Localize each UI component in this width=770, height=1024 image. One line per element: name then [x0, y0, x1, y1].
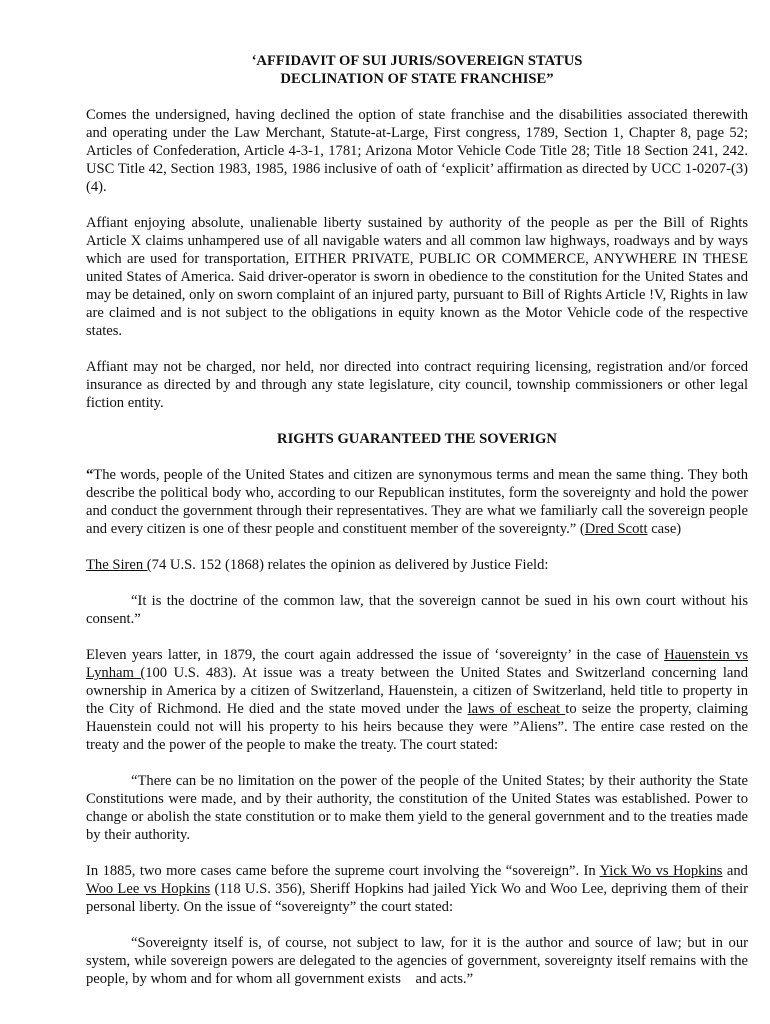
quote-sovereignty-itself: “Sovereignty itself is, of course, not subject to law, for it is the author and source of law; but in our system, while sovereign powers are delegated to the agencies of government, sovereignty itself remains with the people, by whom and for whom all government exists and acts.” [86, 935, 752, 987]
case-woo-lee-vs-hopkins: Woo Lee vs Hopkins [86, 881, 211, 897]
document-title [86, 52, 748, 88]
title-line-1: ‘AFFIDAVIT OF SUI JURIS/SOVEREIGN STATUS [251, 53, 583, 69]
title-line-2: DECLINATION OF STATE FRANCHISE” [280, 71, 554, 87]
yick-wo-text-1: In 1885, two more cases came before the supreme court involving the “sovereign”. In [86, 863, 600, 879]
quote-power-of-people: “There can be no limitation on the power of the people of the United States; by their authority the State Constitutions were made, and by their authority, the constitution of the United States was established. Power to change or abolish the state constitution or to make them yield to the general government and to the treaties made by their authority. [86, 773, 748, 843]
paragraph-yick-wo [86, 862, 748, 916]
case-dred-scott: Dred Scott [584, 521, 648, 537]
document-page [86, 52, 752, 988]
case-hauenstein-vs-lynham: Hauenstein vs Lynham ( [86, 647, 748, 681]
case-yick-wo-vs-hopkins: Yick Wo vs Hopkins [599, 863, 723, 879]
quote-common-law: “It is the doctrine of the common law, that the sovereign cannot be sued in his own court without his consent.” [86, 593, 748, 627]
hauenstein-text-3: to seize the property, claiming Hauenstein could not will his property to his heirs because they were ”Aliens”. The entire case rested on the treaty and the power of the people to make the treaty. The court stated: [86, 701, 748, 753]
laws-of-escheat: laws of escheat [467, 701, 566, 717]
paragraph-declaration: Comes the undersigned, having declined the option of state franchise and the disabilities associated therewith and operating under the Law Merchant, Statute-at-Large, First congress, 1789, Section 1, Chapter 8, page 52; Articles of Confederation, Article 4-3-1, 1781; Arizona Motor Vehicle Code Title 28; Title 18 Section 241, 242. USC Title 42, Section 1983, 1985, 1986 inclusive of oath of ‘explicit’ affirmation as directed by UCC 1-0207-(3)(4). [86, 107, 748, 195]
quote-tail: case) [647, 521, 682, 537]
quote-text: The words, people of the United States and citizen are synonymous terms and mean the same thing. They both describe the political body who, according to our Republican institutes, form the sovereignty and hold the power and conduct the government through their representatives. They are what we familiarly call the sovereign people and every citizen is one of thesr people and constituent member of the sovereignty.” ( [86, 467, 748, 537]
paragraph-no-charges: Affiant may not be charged, nor held, nor directed into contract requiring licensing, registration and/or forced insurance as directed by and through any state legislature, city council, township commissioners or other legal fiction entity. [86, 359, 748, 411]
yick-wo-text-2: and [722, 863, 748, 879]
paragraph-hauenstein [86, 646, 748, 754]
bold-quote-mark: “ [86, 467, 94, 483]
yick-wo-text-3: (118 U.S. 356), Sheriff Hopkins had jailed Yick Wo and Woo Lee, depriving them of their personal liberty. On the issue of “sovereignty” the court stated: [86, 881, 749, 915]
section-heading: RIGHTS GUARANTEED THE SOVERIGN [277, 431, 557, 447]
hauenstein-text-1: Eleven years latter, in 1879, the court again addressed the issue of ‘sovereignty’ in the case of [86, 647, 665, 663]
case-the-siren: The Siren ( [86, 557, 152, 573]
paragraph-the-siren [86, 556, 748, 574]
paragraph-liberty-claim: Affiant enjoying absolute, unalienable liberty sustained by authority of the people as per the Bill of Rights Article X claims unhampered use of all navigable waters and all common law highways, roadways and by ways which are used for transportation, EITHER PRIVATE, PUBLIC OR COMMERCE, ANYWHERE IN THESE united States of America. Said driver-operator is sworn in obedience to the constitution for the United States and may be detained, only on sworn complaint of an injured party, pursuant to Bill of Rights Article !V, Rights in law are claimed and is not subject to the obligations in equity known as the Motor Vehicle code of the respective states. [86, 215, 748, 339]
hauenstein-text-2: 100 U.S. 483). At issue was a treaty between the United States and Switzerland concerning land ownership in America by a citizen of Switzerland, Hauenstein, a citizen of Switzerland, held title to property in the City of Richmond. He died and the state moved under the [86, 665, 748, 717]
siren-text: 74 U.S. 152 (1868) relates the opinion as delivered by Justice Field: [151, 557, 549, 573]
paragraph-dred-scott-quote [86, 466, 748, 538]
